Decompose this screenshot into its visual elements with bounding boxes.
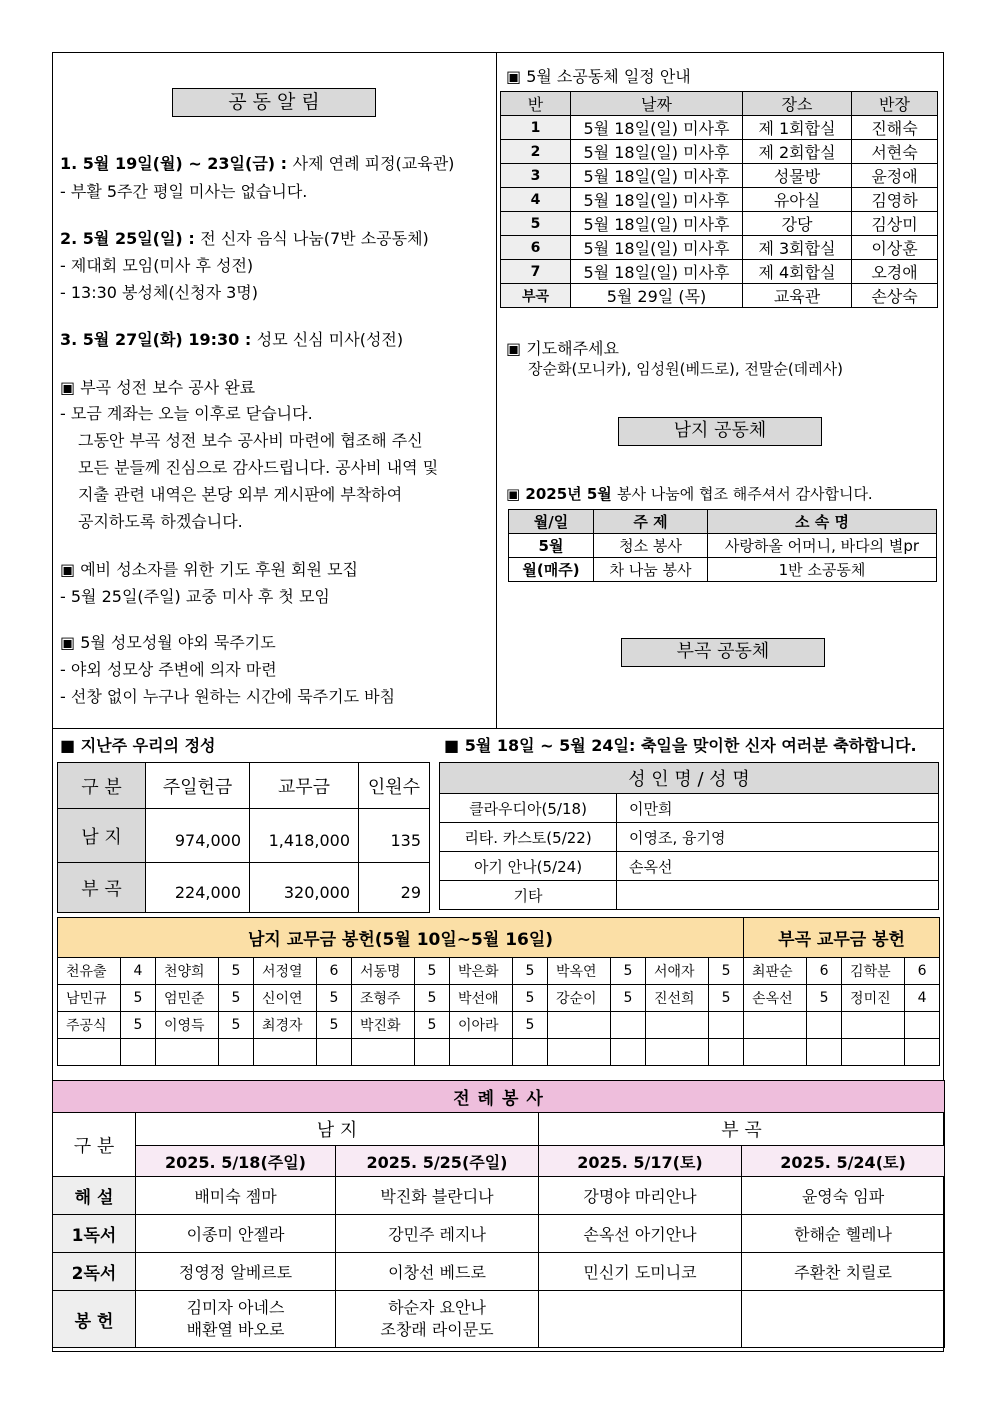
notice-item-2-text: 전 신자 음식 나눔(7반 소공동체) bbox=[200, 229, 429, 248]
construction-notice-line: 모든 분들께 진심으로 감사드립니다. 공사비 내역 및 bbox=[78, 458, 439, 477]
column-divider bbox=[496, 52, 497, 728]
schedule-row bbox=[501, 260, 938, 284]
liturgy-minister: 이종미 안젤라 bbox=[136, 1215, 336, 1253]
schedule-place: 성물방 bbox=[743, 164, 852, 188]
liturgy-date: 2025. 5/17(토) bbox=[539, 1146, 742, 1177]
dues-name bbox=[842, 1012, 905, 1039]
dues-row bbox=[58, 985, 940, 1012]
schedule-group: 7 bbox=[501, 260, 571, 284]
service-header: 월/일 bbox=[509, 510, 594, 534]
service-month: 5월 bbox=[509, 534, 594, 558]
schedule-group: 1 bbox=[501, 116, 571, 140]
dues-amount bbox=[807, 1012, 842, 1039]
schedule-place: 유아실 bbox=[743, 188, 852, 212]
schedule-group: 6 bbox=[501, 236, 571, 260]
dues-name bbox=[646, 1039, 709, 1066]
dues-amount: 5 bbox=[121, 985, 156, 1012]
schedule-date: 5월 18일(일) 미사후 bbox=[571, 212, 743, 236]
liturgy-minister-name: 김미자 아네스 bbox=[186, 1298, 285, 1317]
offering-value: 135 bbox=[359, 809, 430, 863]
service-month: 월(매주) bbox=[509, 558, 594, 582]
liturgy-role: 2독서 bbox=[53, 1253, 136, 1291]
construction-notice-line: 지출 관련 내역은 본당 외부 게시판에 부착하여 bbox=[78, 485, 403, 504]
liturgy-minister-name: 하순자 요안나 bbox=[388, 1298, 486, 1317]
schedule-group: 4 bbox=[501, 188, 571, 212]
schedule-leader: 윤정애 bbox=[852, 164, 938, 188]
dues-name bbox=[450, 1039, 513, 1066]
liturgy-minister: 이창선 베드로 bbox=[336, 1253, 539, 1291]
service-topic: 차 나눔 봉사 bbox=[594, 558, 708, 582]
service-group: 1반 소공동체 bbox=[708, 558, 937, 582]
schedule-date: 5월 18일(일) 미사후 bbox=[571, 116, 743, 140]
schedule-date: 5월 18일(일) 미사후 bbox=[571, 188, 743, 212]
schedule-group: 2 bbox=[501, 140, 571, 164]
feast-person: 이만희 bbox=[617, 794, 939, 823]
notice-item-2-date: 2. 5월 25일(일) : bbox=[60, 229, 201, 248]
dues-amount: 5 bbox=[219, 1012, 254, 1039]
offering-value: 974,000 bbox=[146, 809, 250, 863]
dues-name: 최경자 bbox=[254, 1012, 317, 1039]
schedule-place: 제 4회합실 bbox=[743, 260, 852, 284]
bugok-community-title: 부곡 공동체 bbox=[621, 638, 825, 667]
dues-amount bbox=[709, 1012, 744, 1039]
dues-name: 박진화 bbox=[352, 1012, 415, 1039]
dues-name: 진선희 bbox=[646, 985, 709, 1012]
schedule-date: 5월 18일(일) 미사후 bbox=[571, 140, 743, 164]
feast-row bbox=[440, 881, 939, 910]
service-header-row bbox=[509, 510, 937, 534]
dues-amount: 5 bbox=[415, 1012, 450, 1039]
liturgy-row bbox=[53, 1291, 945, 1348]
dues-amount: 6 bbox=[807, 958, 842, 985]
service-title-year: ▣ 2025년 5월 bbox=[506, 485, 618, 503]
liturgy-minister: 강민주 레지나 bbox=[336, 1215, 539, 1253]
schedule-row bbox=[501, 284, 938, 308]
schedule-header-row bbox=[501, 92, 938, 116]
dues-name: 정미진 bbox=[842, 985, 905, 1012]
dues-amount: 5 bbox=[219, 985, 254, 1012]
offering-header: 구 분 bbox=[58, 763, 146, 809]
liturgy-date: 2025. 5/24(토) bbox=[742, 1146, 945, 1177]
notice-item-2 bbox=[60, 231, 429, 247]
vocation-notice-line: - 5월 25일(주일) 교중 미사 후 첫 모임 bbox=[60, 587, 330, 606]
liturgy-minister: 박진화 블란디나 bbox=[336, 1177, 539, 1215]
dues-name: 최판순 bbox=[744, 958, 807, 985]
dues-row bbox=[58, 958, 940, 985]
schedule-table bbox=[500, 91, 938, 308]
dues-name: 조형주 bbox=[352, 985, 415, 1012]
dues-amount: 5 bbox=[709, 985, 744, 1012]
dues-name: 이아라 bbox=[450, 1012, 513, 1039]
dues-name: 주공식 bbox=[58, 1012, 121, 1039]
liturgy-minister-name: 조창래 라이문도 bbox=[380, 1320, 494, 1339]
feast-person: 손옥선 bbox=[617, 852, 939, 881]
dues-name bbox=[548, 1039, 611, 1066]
liturgy-row bbox=[53, 1177, 945, 1215]
dues-amount: 5 bbox=[415, 958, 450, 985]
dues-header-row bbox=[58, 918, 940, 958]
dues-name: 강순이 bbox=[548, 985, 611, 1012]
schedule-header: 반 bbox=[501, 92, 571, 116]
liturgy-row bbox=[53, 1253, 945, 1291]
schedule-row bbox=[501, 140, 938, 164]
construction-notice-line: - 모금 계좌는 오늘 이후로 닫습니다. bbox=[60, 404, 313, 423]
notice-item-1-text: 사제 연례 피정(교육관) bbox=[292, 154, 455, 173]
liturgy-minister bbox=[336, 1291, 539, 1348]
notice-item-2-line: - 제대회 모임(미사 후 성전) bbox=[60, 256, 254, 275]
offering-header: 교무금 bbox=[250, 763, 359, 809]
schedule-date: 5월 29일 (목) bbox=[571, 284, 743, 308]
construction-notice-line: 그동안 부곡 성전 보수 공사비 마련에 협조해 주신 bbox=[78, 431, 423, 450]
dues-name: 천유출 bbox=[58, 958, 121, 985]
service-title-text: 봉사 나눔에 협조 해주셔서 감사합니다. bbox=[617, 485, 873, 503]
liturgy-minister: 강명야 마리안나 bbox=[539, 1177, 742, 1215]
schedule-place: 강당 bbox=[743, 212, 852, 236]
dues-amount bbox=[513, 1039, 548, 1066]
notice-item-1-line: - 부활 5주간 평일 미사는 없습니다. bbox=[60, 182, 308, 201]
liturgy-minister-name: 배환열 바오로 bbox=[186, 1320, 285, 1339]
schedule-leader: 서현숙 bbox=[852, 140, 938, 164]
service-title bbox=[506, 487, 873, 502]
liturgy-group-row bbox=[53, 1113, 945, 1146]
feast-header-row bbox=[440, 763, 939, 794]
notice-item-1 bbox=[60, 156, 454, 172]
feast-table bbox=[439, 762, 939, 910]
dues-name: 박옥연 bbox=[548, 958, 611, 985]
schedule-header: 반장 bbox=[852, 92, 938, 116]
liturgy-namji: 남 지 bbox=[136, 1113, 539, 1146]
offering-row bbox=[58, 863, 430, 913]
dues-amount bbox=[905, 1012, 940, 1039]
liturgy-minister: 한해순 헬레나 bbox=[742, 1215, 945, 1253]
dues-amount bbox=[611, 1039, 646, 1066]
service-topic: 청소 봉사 bbox=[594, 534, 708, 558]
liturgy-minister: 민신기 도미니코 bbox=[539, 1253, 742, 1291]
dues-name bbox=[58, 1039, 121, 1066]
construction-notice-line: 공지하도록 하겠습니다. bbox=[78, 512, 243, 531]
dues-name bbox=[744, 1012, 807, 1039]
rosary-notice-title: ▣ 5월 성모성월 야외 묵주기도 bbox=[60, 633, 276, 652]
schedule-leader: 오경애 bbox=[852, 260, 938, 284]
feast-person bbox=[617, 881, 939, 910]
service-row bbox=[509, 558, 937, 582]
feast-title bbox=[444, 738, 917, 754]
offering-header: 주일헌금 bbox=[146, 763, 250, 809]
feast-title-text: 축일을 맞이한 신자 여러분 축하합니다. bbox=[635, 736, 917, 755]
schedule-row bbox=[501, 212, 938, 236]
offering-value: 224,000 bbox=[146, 863, 250, 913]
dues-amount: 4 bbox=[121, 958, 156, 985]
notice-item-2-line: - 13:30 봉성체(신청자 3명) bbox=[60, 283, 258, 302]
dues-table bbox=[57, 917, 940, 1066]
common-notice-title: 공 동 알 림 bbox=[172, 88, 376, 117]
offering-label: 부 곡 bbox=[58, 863, 146, 913]
notice-item-3 bbox=[60, 332, 403, 348]
schedule-leader: 손상숙 bbox=[852, 284, 938, 308]
liturgy-minister bbox=[136, 1291, 336, 1348]
offering-row bbox=[58, 809, 430, 863]
dues-namji-title: 남지 교무금 봉헌(5월 10일~5월 16일) bbox=[58, 918, 744, 958]
offering-label: 남 지 bbox=[58, 809, 146, 863]
schedule-leader: 진해숙 bbox=[852, 116, 938, 140]
prayer-title: ▣ 기도해주세요 bbox=[506, 339, 619, 358]
liturgy-gubun: 구 분 bbox=[53, 1113, 136, 1177]
service-header: 주 제 bbox=[594, 510, 708, 534]
liturgy-role: 1독서 bbox=[53, 1215, 136, 1253]
feast-header: 성 인 명 / 성 명 bbox=[440, 763, 939, 794]
dues-name: 박선애 bbox=[450, 985, 513, 1012]
liturgy-date: 2025. 5/18(주일) bbox=[136, 1146, 336, 1177]
schedule-leader: 김상미 bbox=[852, 212, 938, 236]
namji-community-title: 남지 공동체 bbox=[618, 417, 822, 446]
prayer-names: 장순화(모니카), 임성원(베드로), 전말순(데레사) bbox=[528, 360, 844, 378]
dues-amount bbox=[709, 1039, 744, 1066]
dues-amount bbox=[317, 1039, 352, 1066]
liturgy-row bbox=[53, 1215, 945, 1253]
dues-amount: 5 bbox=[807, 985, 842, 1012]
dues-name: 서동명 bbox=[352, 958, 415, 985]
dues-amount bbox=[219, 1039, 254, 1066]
offering-table bbox=[57, 762, 430, 913]
schedule-date: 5월 18일(일) 미사후 bbox=[571, 164, 743, 188]
notice-item-1-date: 1. 5월 19일(월) ~ 23일(금) : bbox=[60, 154, 293, 173]
offering-value: 29 bbox=[359, 863, 430, 913]
liturgy-role: 봉 헌 bbox=[53, 1291, 136, 1348]
dues-amount: 4 bbox=[905, 985, 940, 1012]
dues-name: 남민규 bbox=[58, 985, 121, 1012]
dues-name bbox=[842, 1039, 905, 1066]
schedule-row bbox=[501, 164, 938, 188]
feast-saint: 아기 안나(5/24) bbox=[440, 852, 617, 881]
liturgy-minister bbox=[742, 1291, 945, 1348]
notice-item-3-text: 성모 신심 미사(성전) bbox=[256, 330, 404, 349]
rosary-notice-line: - 야외 성모상 주변에 의자 마련 bbox=[60, 660, 277, 679]
schedule-group: 부곡 bbox=[501, 284, 571, 308]
schedule-row bbox=[501, 188, 938, 212]
dues-row bbox=[58, 1012, 940, 1039]
vocation-notice-title: ▣ 예비 성소자를 위한 기도 후원 회원 모집 bbox=[60, 560, 359, 579]
liturgy-bugok: 부 곡 bbox=[539, 1113, 945, 1146]
dues-amount: 5 bbox=[611, 985, 646, 1012]
liturgy-title-row bbox=[53, 1081, 945, 1113]
schedule-group: 3 bbox=[501, 164, 571, 188]
feast-row bbox=[440, 823, 939, 852]
dues-name bbox=[548, 1012, 611, 1039]
dues-amount: 5 bbox=[121, 1012, 156, 1039]
dues-row bbox=[58, 1039, 940, 1066]
dues-name bbox=[156, 1039, 219, 1066]
dues-amount bbox=[905, 1039, 940, 1066]
schedule-date: 5월 18일(일) 미사후 bbox=[571, 260, 743, 284]
schedule-header: 날짜 bbox=[571, 92, 743, 116]
offering-title: ■ 지난주 우리의 정성 bbox=[60, 736, 216, 755]
offering-value: 320,000 bbox=[250, 863, 359, 913]
schedule-leader: 김영하 bbox=[852, 188, 938, 212]
schedule-group: 5 bbox=[501, 212, 571, 236]
service-row bbox=[509, 534, 937, 558]
feast-title-dates: ■ 5월 18일 ~ 5월 24일: bbox=[444, 736, 636, 755]
dues-name: 박은화 bbox=[450, 958, 513, 985]
feast-saint: 리타. 카스토(5/22) bbox=[440, 823, 617, 852]
dues-amount: 5 bbox=[513, 1012, 548, 1039]
feast-row bbox=[440, 794, 939, 823]
dues-amount bbox=[415, 1039, 450, 1066]
schedule-place: 제 3회합실 bbox=[743, 236, 852, 260]
dues-amount: 6 bbox=[317, 958, 352, 985]
liturgy-date-row bbox=[53, 1146, 945, 1177]
dues-name: 신이연 bbox=[254, 985, 317, 1012]
schedule-row bbox=[501, 236, 938, 260]
liturgy-minister: 손옥선 아기안나 bbox=[539, 1215, 742, 1253]
dues-amount bbox=[121, 1039, 156, 1066]
dues-name bbox=[352, 1039, 415, 1066]
offering-value: 1,418,000 bbox=[250, 809, 359, 863]
dues-name: 엄민준 bbox=[156, 985, 219, 1012]
schedule-date: 5월 18일(일) 미사후 bbox=[571, 236, 743, 260]
dues-amount: 5 bbox=[415, 985, 450, 1012]
schedule-place: 제 2회합실 bbox=[743, 140, 852, 164]
dues-bugok-title: 부곡 교무금 봉헌 bbox=[744, 918, 940, 958]
dues-amount bbox=[611, 1012, 646, 1039]
dues-amount: 6 bbox=[905, 958, 940, 985]
dues-name: 서정열 bbox=[254, 958, 317, 985]
dues-name bbox=[254, 1039, 317, 1066]
dues-name: 천양희 bbox=[156, 958, 219, 985]
offering-header-row bbox=[58, 763, 430, 809]
dues-amount: 5 bbox=[317, 985, 352, 1012]
service-table bbox=[508, 509, 937, 582]
liturgy-date: 2025. 5/25(주일) bbox=[336, 1146, 539, 1177]
schedule-place: 교육관 bbox=[743, 284, 852, 308]
feast-row bbox=[440, 852, 939, 881]
liturgy-minister: 주환찬 치릴로 bbox=[742, 1253, 945, 1291]
liturgy-minister: 정영정 알베르토 bbox=[136, 1253, 336, 1291]
dues-name bbox=[744, 1039, 807, 1066]
dues-name: 손옥선 bbox=[744, 985, 807, 1012]
construction-notice-title: ▣ 부곡 성전 보수 공사 완료 bbox=[60, 378, 256, 397]
liturgy-role: 해 설 bbox=[53, 1177, 136, 1215]
dues-name bbox=[646, 1012, 709, 1039]
liturgy-title: 전 례 봉 사 bbox=[53, 1081, 945, 1113]
dues-name: 이영득 bbox=[156, 1012, 219, 1039]
rosary-notice-line: - 선창 없이 누구나 원하는 시간에 묵주기도 바침 bbox=[60, 687, 396, 706]
service-group: 사랑하올 어머니, 바다의 별pr bbox=[708, 534, 937, 558]
section-divider bbox=[52, 728, 944, 729]
notice-item-3-date: 3. 5월 27일(화) 19:30 : bbox=[60, 330, 257, 349]
feast-saint: 클라우디아(5/18) bbox=[440, 794, 617, 823]
dues-amount: 5 bbox=[513, 958, 548, 985]
feast-person: 이영조, 융기영 bbox=[617, 823, 939, 852]
dues-name: 김학분 bbox=[842, 958, 905, 985]
liturgy-table bbox=[52, 1080, 945, 1348]
dues-amount bbox=[807, 1039, 842, 1066]
liturgy-minister: 배미숙 젬마 bbox=[136, 1177, 336, 1215]
liturgy-minister: 윤영숙 임파 bbox=[742, 1177, 945, 1215]
schedule-leader: 이상훈 bbox=[852, 236, 938, 260]
dues-amount: 5 bbox=[709, 958, 744, 985]
dues-amount: 5 bbox=[317, 1012, 352, 1039]
schedule-row bbox=[501, 116, 938, 140]
schedule-header: 장소 bbox=[743, 92, 852, 116]
schedule-title: ▣ 5월 소공동체 일정 안내 bbox=[506, 67, 691, 86]
liturgy-minister bbox=[539, 1291, 742, 1348]
feast-saint: 기타 bbox=[440, 881, 617, 910]
offering-header: 인원수 bbox=[359, 763, 430, 809]
dues-name: 서애자 bbox=[646, 958, 709, 985]
schedule-place: 제 1회합실 bbox=[743, 116, 852, 140]
dues-amount: 5 bbox=[513, 985, 548, 1012]
service-header: 소 속 명 bbox=[708, 510, 937, 534]
dues-amount: 5 bbox=[611, 958, 646, 985]
dues-amount: 5 bbox=[219, 958, 254, 985]
